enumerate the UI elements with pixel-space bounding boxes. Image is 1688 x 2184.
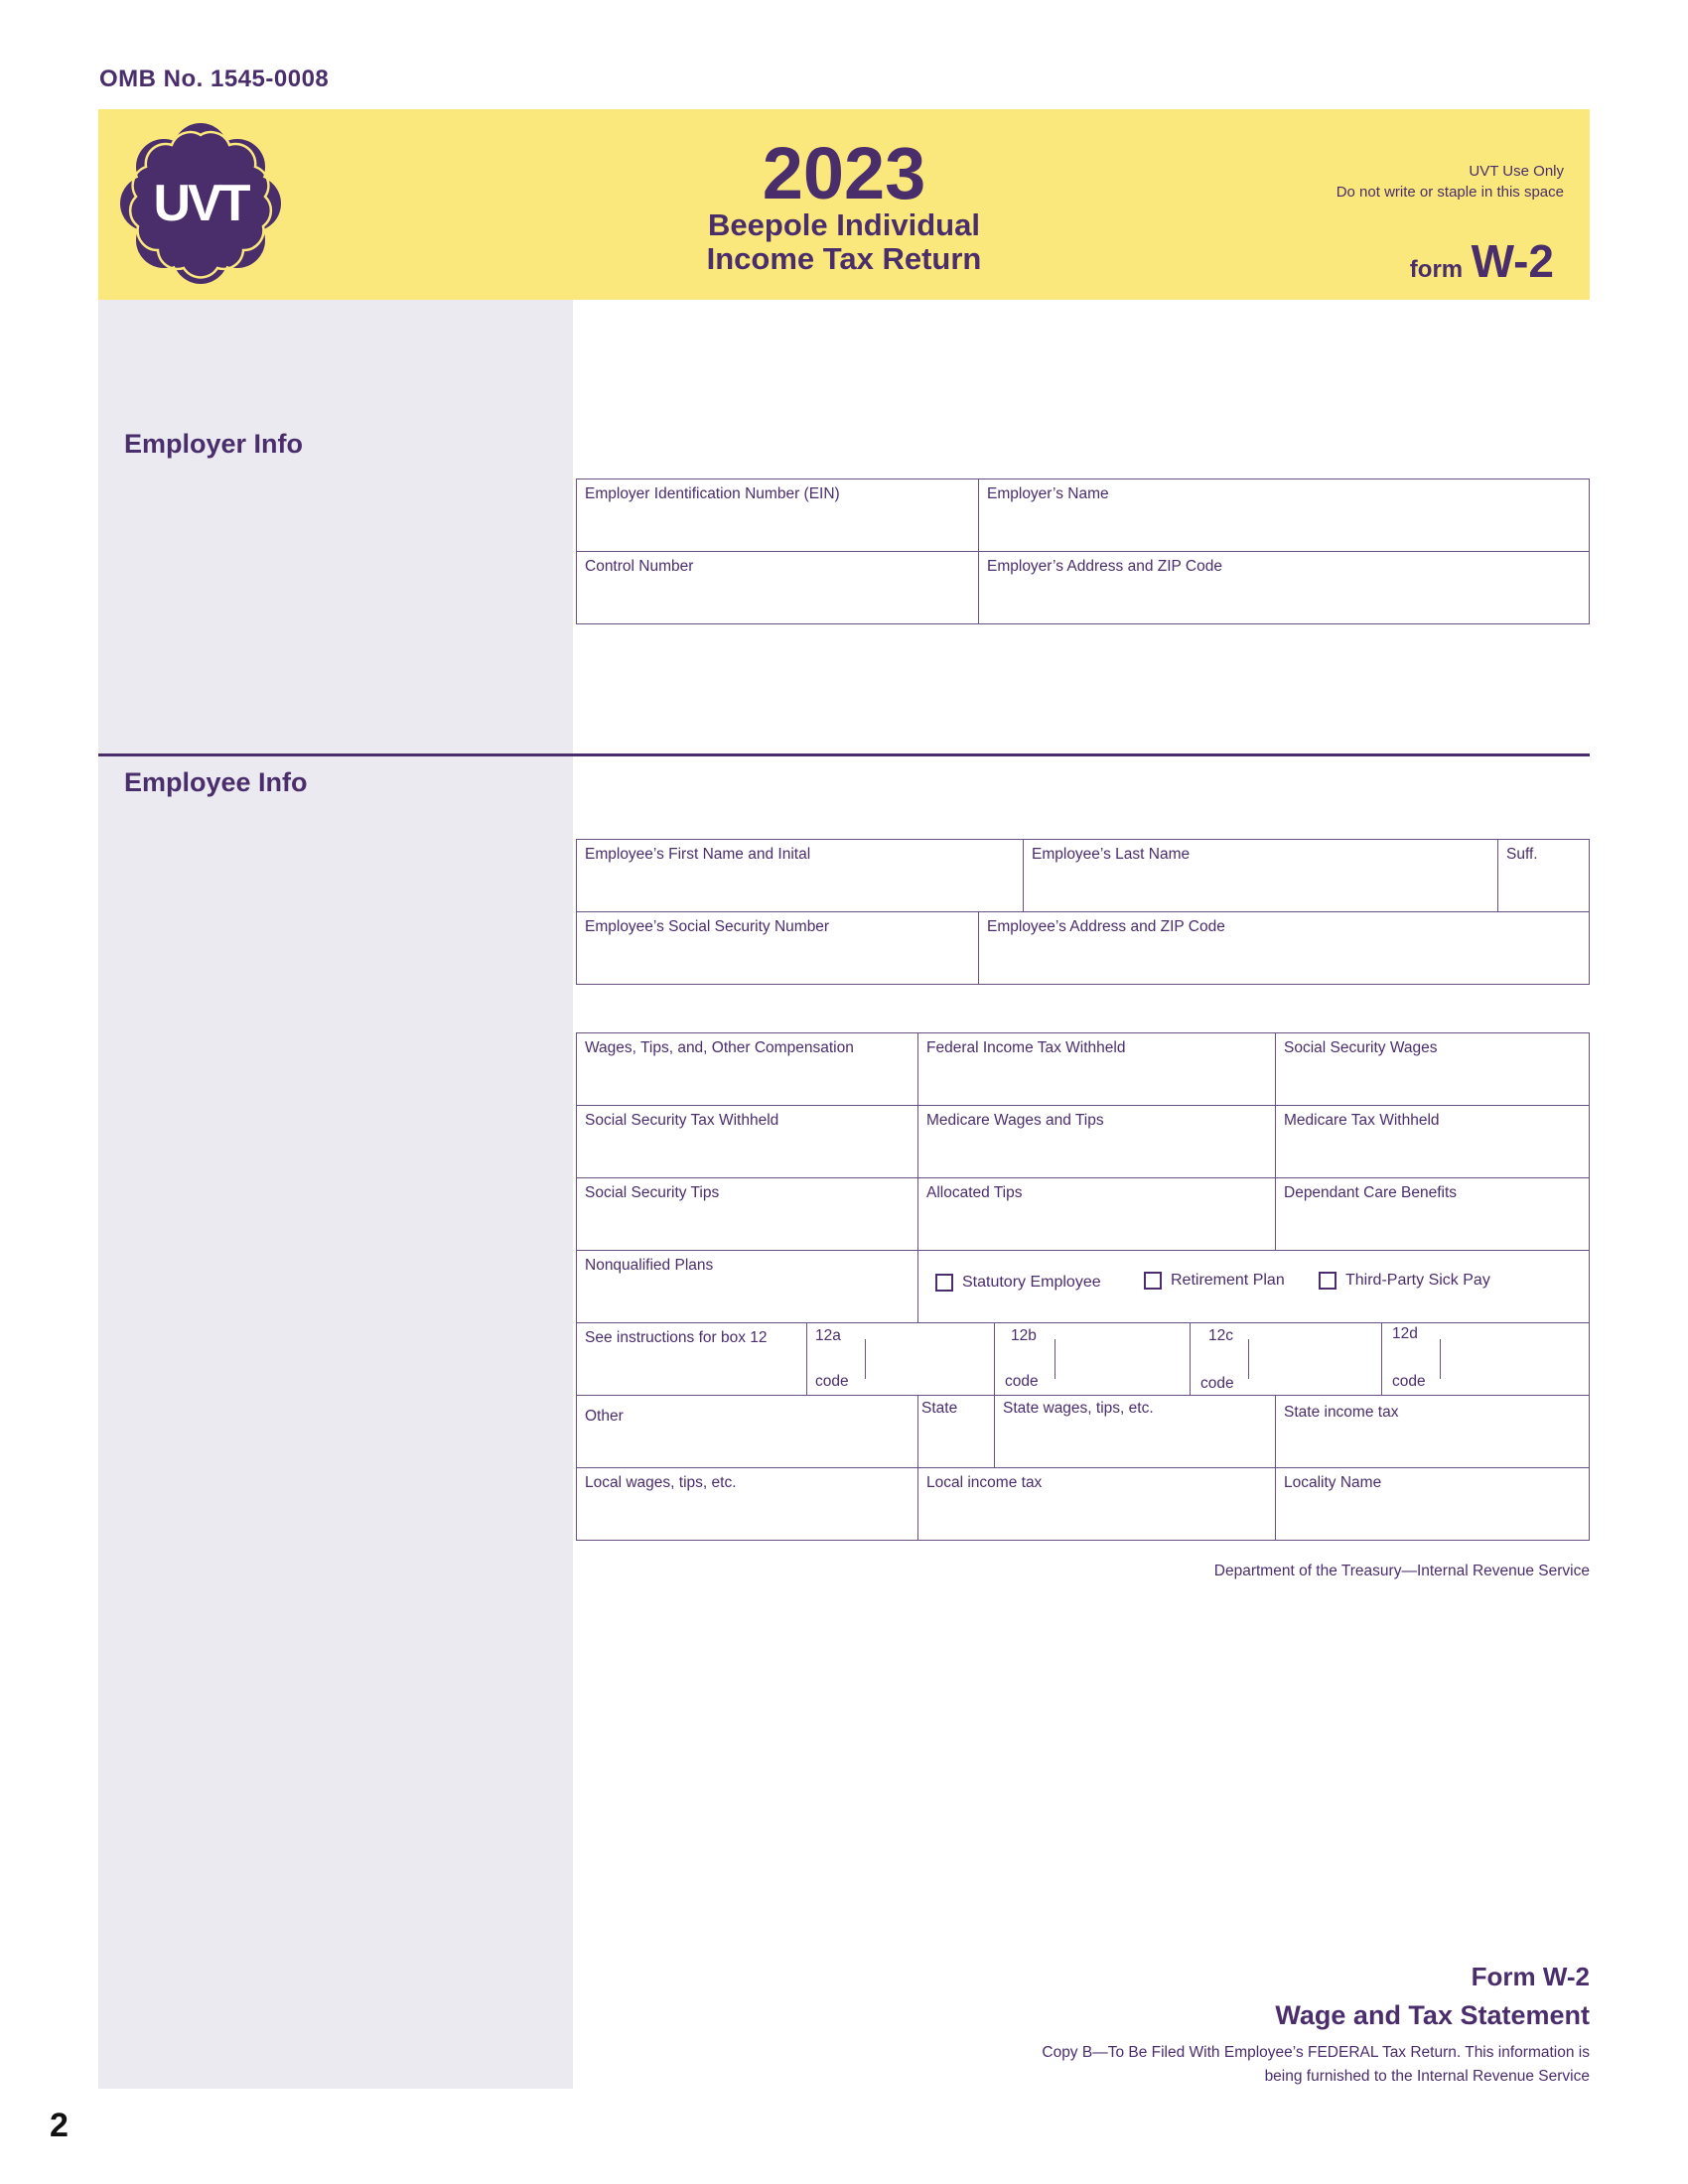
ss-tips-field[interactable] [576,1177,918,1251]
box12c-label: 12c [1208,1327,1233,1344]
state-label: State [921,1400,958,1417]
employee-suffix-field[interactable] [1497,839,1590,912]
form-title-line1: Beepole Individual [708,207,980,242]
box12a-code-label: code [815,1373,849,1390]
use-only-line1: UVT Use Only [1469,163,1564,180]
employee-first-name-label: Employee’s First Name and Inital [585,846,811,863]
box12c-code-label: code [1200,1375,1234,1392]
employer-address-field[interactable] [978,551,1590,624]
box12b-label: 12b [1011,1327,1037,1344]
ss-tax-label: Social Security Tax Withheld [585,1112,779,1129]
ss-tips-label: Social Security Tips [585,1184,720,1201]
employee-ssn-label: Employee’s Social Security Number [585,918,830,935]
box12-instructions-label: See instructions for box 12 [585,1329,768,1346]
employer-section-title: Employer Info [124,429,304,459]
medicare-tax-label: Medicare Tax Withheld [1284,1112,1440,1129]
form-number: W-2 [1471,235,1554,287]
employee-suffix-label: Suff. [1506,846,1538,863]
section-divider [98,753,1590,756]
medicare-wages-field[interactable] [917,1105,1276,1178]
form-title [98,208,1590,276]
form-header [98,109,1590,300]
omb-number: OMB No. 1545-0008 [99,66,330,92]
employee-section-title: Employee Info [124,767,308,797]
state-wages-label: State wages, tips, etc. [1003,1400,1154,1417]
federal-tax-label: Federal Income Tax Withheld [926,1039,1126,1056]
ss-wages-label: Social Security Wages [1284,1039,1438,1056]
medicare-wages-label: Medicare Wages and Tips [926,1112,1104,1129]
state-income-tax-field[interactable] [1275,1395,1590,1468]
box12d-label: 12d [1392,1325,1418,1342]
medicare-tax-field[interactable] [1275,1105,1590,1178]
retirement-plan-option[interactable] [1144,1272,1285,1290]
sidebar-panel [98,300,573,2089]
box12a-label: 12a [815,1327,841,1344]
third-party-sick-pay-label: Third-Party Sick Pay [1345,1272,1490,1289]
ein-label: Employer Identification Number (EIN) [585,485,840,502]
local-income-tax-field[interactable] [917,1467,1276,1541]
page-number: 2 [50,2107,69,2144]
box12a-field[interactable] [806,1322,995,1396]
allocated-tips-label: Allocated Tips [926,1184,1023,1201]
box12b-field[interactable] [994,1322,1191,1396]
control-number-label: Control Number [585,558,694,575]
state-wages-field[interactable] [994,1395,1276,1468]
employee-address-label: Employee’s Address and ZIP Code [987,918,1225,935]
box12-instructions [576,1322,807,1396]
other-field[interactable] [576,1395,918,1468]
box12d-field[interactable] [1381,1322,1590,1396]
footer-form-title: Wage and Tax Statement [1275,2000,1590,2030]
logo-text: UVT [153,175,248,232]
form-word: form [1409,256,1464,283]
form-title-line2: Income Tax Return [706,241,982,276]
employee-ssn-field[interactable] [576,911,979,985]
retirement-plan-checkbox[interactable] [1144,1272,1162,1290]
employee-last-name-label: Employee’s Last Name [1032,846,1191,863]
use-only-note [1336,161,1564,203]
local-wages-label: Local wages, tips, etc. [585,1474,737,1491]
box12c-field[interactable] [1190,1322,1382,1396]
ein-field[interactable] [576,478,979,552]
retirement-plan-label: Retirement Plan [1171,1272,1285,1289]
dependent-care-label: Dependant Care Benefits [1284,1184,1458,1201]
federal-tax-field[interactable] [917,1032,1276,1106]
control-number-field[interactable] [576,551,979,624]
ss-tax-field[interactable] [576,1105,918,1178]
locality-name-label: Locality Name [1284,1474,1382,1491]
footer-form-name: Form W-2 [1471,1962,1590,1991]
state-income-tax-label: State income tax [1284,1404,1399,1421]
box12b-code-label: code [1005,1373,1039,1390]
state-field[interactable] [917,1395,995,1468]
form-identifier [1410,234,1554,288]
nonqualified-plans-field[interactable] [576,1250,918,1323]
allocated-tips-field[interactable] [917,1177,1276,1251]
employee-last-name-field[interactable] [1023,839,1498,912]
statutory-employee-checkbox[interactable] [935,1274,953,1292]
local-wages-field[interactable] [576,1467,918,1541]
wages-label: Wages, Tips, and, Other Compensation [585,1039,854,1056]
nonqualified-plans-label: Nonqualified Plans [585,1257,714,1274]
footer-copy-note: Copy B—To Be Filed With Employee’s FEDERAL Tax Return. This information is being furnished to the Internal Revenue Service [1042,2044,1590,2085]
employee-first-name-field[interactable] [576,839,1024,912]
employee-address-field[interactable] [978,911,1590,985]
box12d-code-label: code [1392,1373,1426,1390]
employer-name-label: Employer’s Name [987,485,1109,502]
employer-name-field[interactable] [978,478,1590,552]
department-note: Department of the Treasury—Internal Revenue Service [1213,1563,1590,1579]
third-party-sick-pay-checkbox[interactable] [1319,1272,1336,1290]
ss-wages-field[interactable] [1275,1032,1590,1106]
tax-year: 2023 [762,132,926,214]
local-income-tax-label: Local income tax [926,1474,1043,1491]
statutory-employee-label: Statutory Employee [962,1274,1101,1291]
other-label: Other [585,1408,624,1425]
dependent-care-field[interactable] [1275,1177,1590,1251]
use-only-line2: Do not write or staple in this space [1336,184,1564,201]
box12a-divider [865,1339,866,1379]
third-party-sick-pay-option[interactable] [1319,1272,1490,1290]
box12d-divider [1440,1339,1441,1379]
wages-field[interactable] [576,1032,918,1106]
box12c-divider [1248,1339,1249,1379]
employer-address-label: Employer’s Address and ZIP Code [987,558,1222,575]
locality-name-field[interactable] [1275,1467,1590,1541]
statutory-employee-option[interactable] [935,1274,1101,1292]
